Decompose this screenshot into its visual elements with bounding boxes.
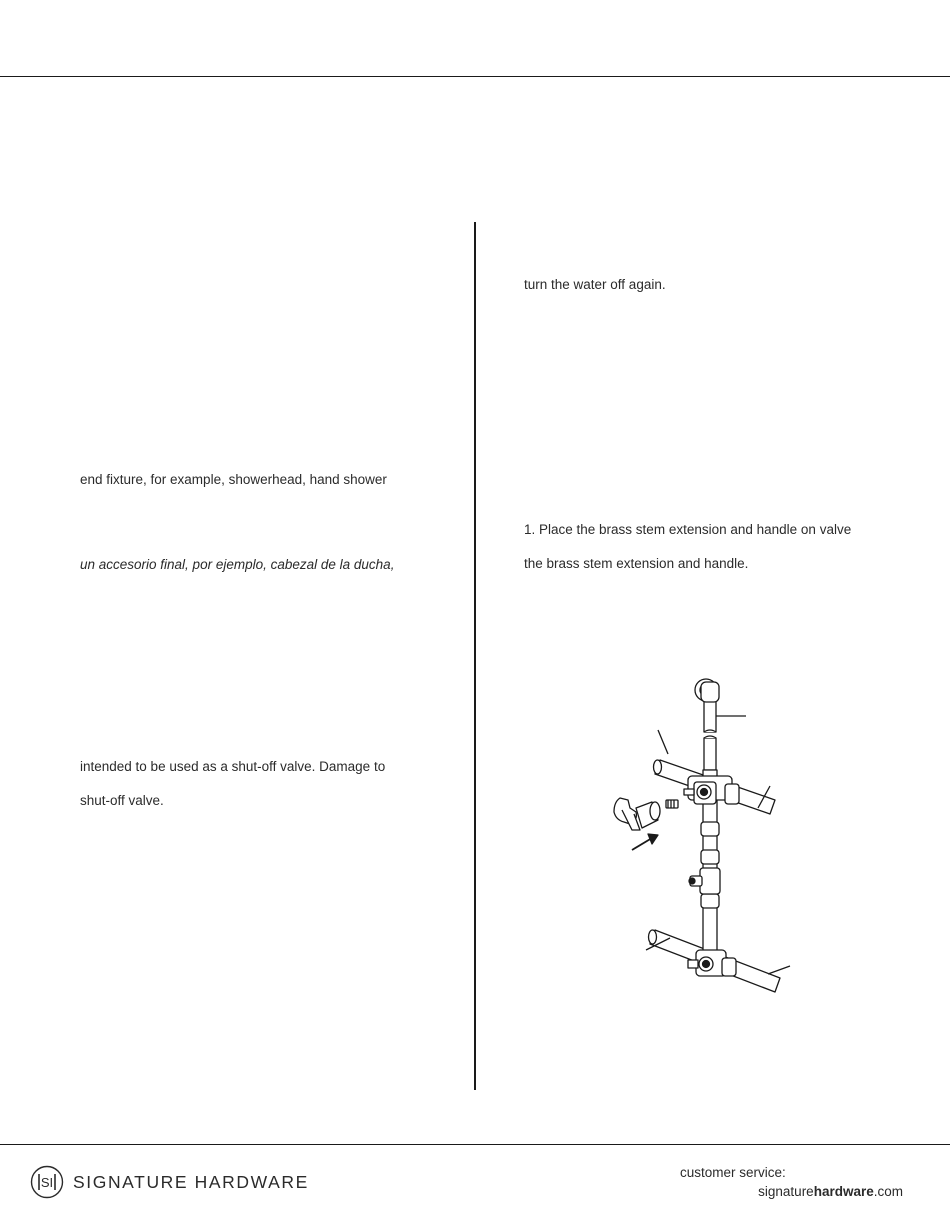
brand-logo [30, 1165, 309, 1199]
brand-mark-letters: SI [40, 1175, 54, 1190]
right-text-line-1: turn the water off again. [524, 277, 666, 292]
brand-mark-icon [30, 1165, 64, 1199]
install-direction-arrow [632, 834, 658, 850]
riser-coupling-2 [701, 850, 719, 864]
website-bold: hardware [813, 1184, 874, 1199]
left-text-line-1: end fixture, for example, showerhead, hand shower [80, 472, 387, 487]
top-elbow [695, 679, 719, 702]
website-suffix: .com [873, 1184, 903, 1199]
stem-extension [666, 800, 678, 808]
bottom-rule [0, 1144, 950, 1145]
left-text-line-4: shut-off valve. [80, 793, 164, 808]
brand-name: SIGNATURE HARDWARE [73, 1171, 309, 1192]
left-text-line-3: intended to be used as a shut-off valve. Damage to [80, 759, 386, 774]
website-prefix: signature [758, 1184, 814, 1199]
left-text-line-2: un accesorio final, por ejemplo, cabezal de la ducha, [80, 557, 395, 572]
website-link[interactable] [758, 1184, 903, 1199]
middle-diverter [689, 868, 720, 894]
riser-coupling-3 [701, 894, 719, 908]
top-rule [0, 76, 950, 77]
valve-installation-diagram [600, 672, 800, 1008]
valve-handle [614, 798, 640, 830]
column-divider [474, 222, 476, 1090]
riser-coupling-1 [701, 822, 719, 836]
upper-pipe-coupling [725, 784, 739, 804]
right-text-line-2: 1. Place the brass stem extension and handle on valve [524, 522, 852, 537]
right-text-line-3: the brass stem extension and handle. [524, 556, 749, 571]
customer-service-label: customer service: [680, 1165, 786, 1180]
trim-sleeve [636, 802, 660, 828]
